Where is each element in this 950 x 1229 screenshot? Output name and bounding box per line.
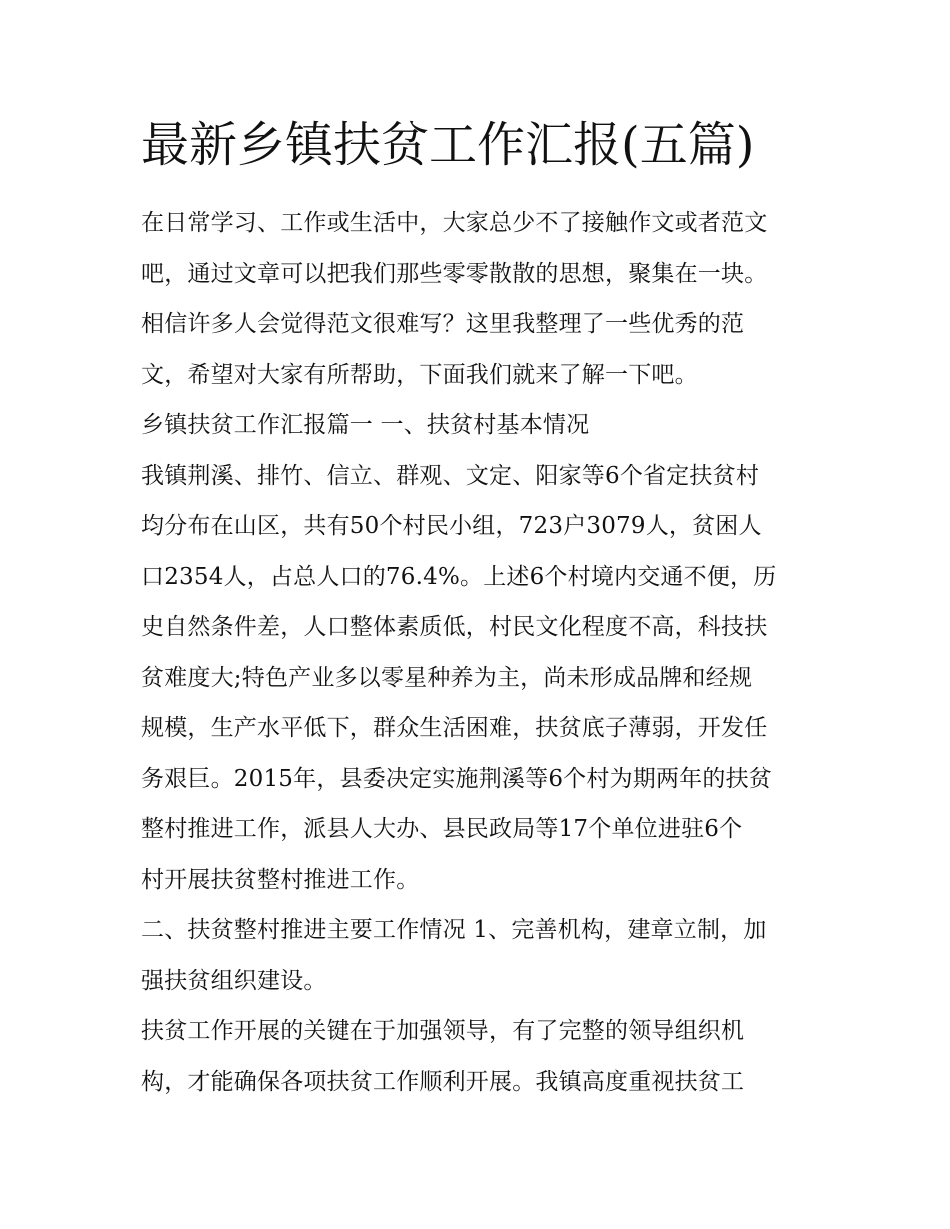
paragraph-line: 扶贫工作开展的关键在于加强领导，有了完整的领导组织机 (141, 1018, 745, 1044)
basic-situation-paragraph (141, 451, 821, 906)
paragraph-line: 贫难度大;特色产业多以零星种养为主，尚未形成品牌和经规 (141, 664, 753, 691)
paragraph-line: 相信许多人会觉得范文很难写？这里我整理了一些优秀的范 (141, 311, 745, 337)
section-heading-2 (141, 905, 821, 1006)
document-page (141, 112, 821, 1107)
paragraph-line: 规模，生产水平低下，群众生活困难，扶贫底子薄弱，开发任 (141, 715, 768, 741)
paragraph-line: 整村推进工作，派县人大办、县民政局等17个单位进驻6个 (141, 816, 743, 842)
paragraph-line: 吧，通过文章可以把我们那些零零散散的思想，聚集在一块。 (141, 260, 768, 287)
paragraph-line: 乡镇扶贫工作汇报篇一 一、扶贫村基本情况 (141, 412, 590, 438)
intro-paragraph (141, 198, 821, 400)
paragraph-line: 我镇荆溪、排竹、信立、群观、文定、阳家等6个省定扶贫村 (141, 462, 760, 489)
paragraph-line: 史自然条件差，人口整体素质低，村民文化程度不高，科技扶 (141, 614, 768, 640)
paragraph-line: 村开展扶贫整村推进工作。 (141, 866, 420, 893)
paragraph-line: 口2354人，占总人口的76.4%。上述6个村境内交通不便，历 (141, 563, 777, 590)
document-title: 最新乡镇扶贫工作汇报(五篇) (141, 117, 755, 173)
section-heading-1 (141, 400, 821, 451)
paragraph-line: 二、扶贫整村推进主要工作情况 1、完善机构，建章立制，加 (141, 917, 767, 943)
paragraph-line: 强扶贫组织建设。 (141, 967, 327, 994)
paragraph-line: 构，才能确保各项扶贫工作顺利开展。我镇高度重视扶贫工 (141, 1068, 745, 1095)
paragraph-line: 文，希望对大家有所帮助，下面我们就来了解一下吧。 (141, 361, 698, 388)
paragraph-line: 在日常学习、工作或生活中，大家总少不了接触作文或者范文 (141, 210, 768, 236)
paragraph-line: 均分布在山区，共有50个村民小组，723户3079人，贫困人 (141, 513, 762, 539)
paragraph-line: 务艰巨。2015年，县委决定实施荆溪等6个村为期两年的扶贫 (141, 765, 772, 792)
leadership-paragraph (141, 1006, 821, 1107)
